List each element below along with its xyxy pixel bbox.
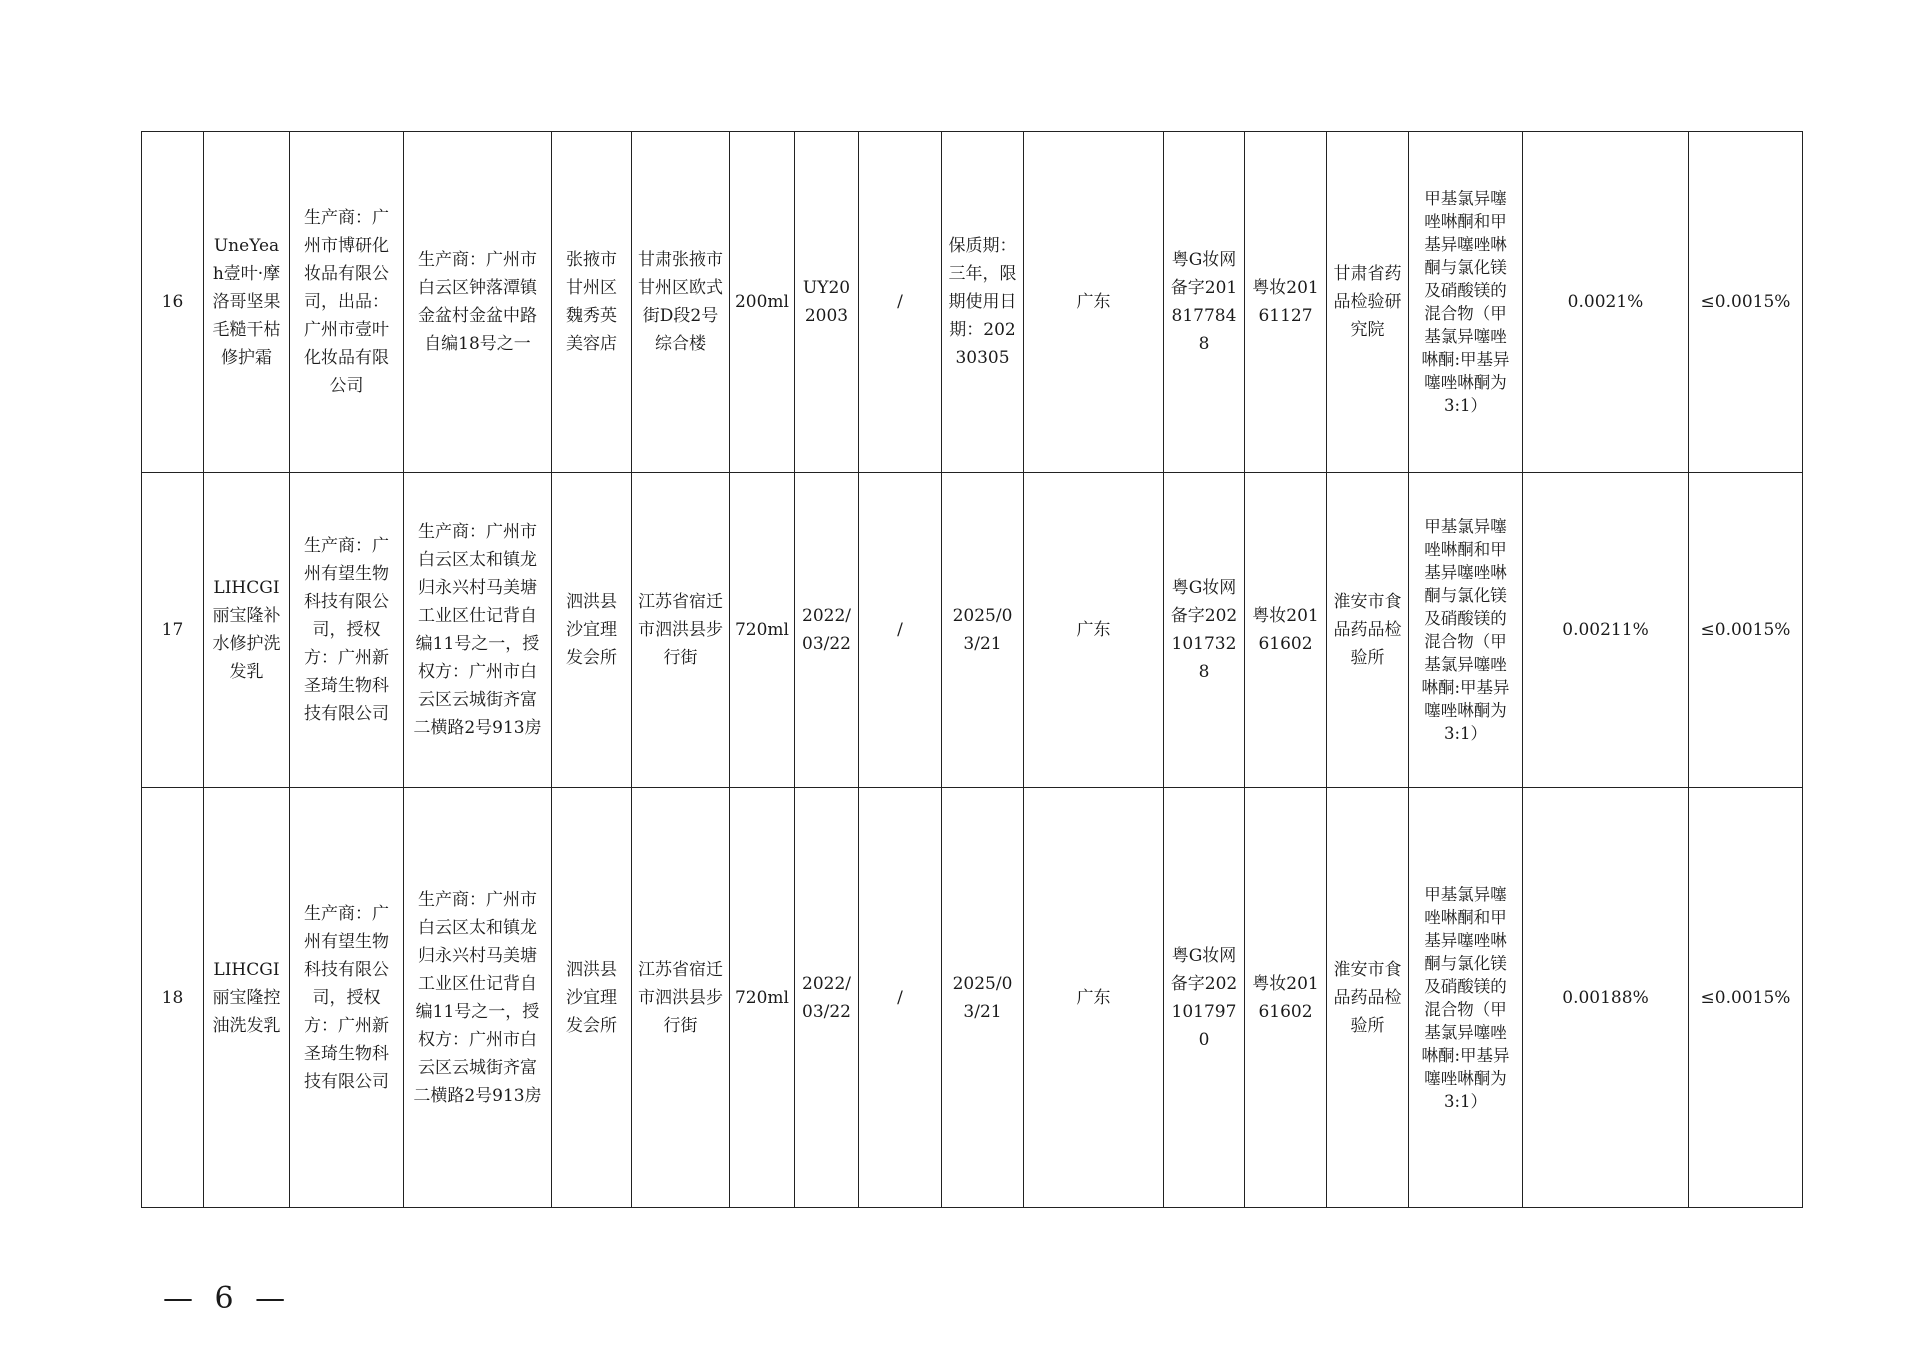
production-date-cell: / [859,132,942,473]
batch-cell: 2022/03/22 [795,473,859,788]
spec-cell: 720ml [730,788,795,1208]
region-cell: 广东 [1024,788,1164,1208]
product-name-cell: LIHCGI丽宝隆控油洗发乳 [204,788,290,1208]
seller-cell: 泗洪县沙宜理发会所 [552,473,632,788]
producer-address-cell: 生产商：广州市白云区太和镇龙归永兴村马美塘工业区仕记背自编11号之一，授权方：广州市白云区云城街齐富二横路2号913房 [404,473,552,788]
license-cell: 粤妆20161602 [1245,788,1327,1208]
results-table [141,131,1803,1208]
table-row [142,473,1803,788]
producer-cell: 生产商：广州有望生物科技有限公司，授权方：广州新圣琦生物科技有限公司 [290,473,404,788]
item-cell: 甲基氯异噻唑啉酮和甲基异噻唑啉酮与氯化镁及硝酸镁的混合物（甲基氯异噻唑啉酮:甲基异噻唑啉酮为3:1） [1409,473,1523,788]
table-row [142,132,1803,473]
producer-cell: 生产商：广州市博研化妆品有限公司，出品：广州市壹叶化妆品有限公司 [290,132,404,473]
seller-cell: 泗洪县沙宜理发会所 [552,788,632,1208]
batch-cell: 2022/03/22 [795,788,859,1208]
product-name-cell: UneYeah壹叶·摩洛哥坚果毛糙干枯修护霜 [204,132,290,473]
expiry-cell: 2025/03/21 [942,788,1024,1208]
inspector-cell: 淮安市食品药品检验所 [1327,788,1409,1208]
page-number: — 6 — [163,1281,292,1316]
product-name-cell: LIHCGI丽宝隆补水修护洗发乳 [204,473,290,788]
result-cell: 0.00188% [1523,788,1689,1208]
production-date-cell: / [859,473,942,788]
registration-cell: 粤G妆网备字2021017970 [1164,788,1245,1208]
seller-address-cell: 甘肃张掖市甘州区欧式街D段2号综合楼 [632,132,730,473]
expiry-cell: 保质期：三年，限期使用日期：20230305 [942,132,1024,473]
license-cell: 粤妆20161602 [1245,473,1327,788]
row-number-cell: 16 [142,132,204,473]
result-cell: 0.00211% [1523,473,1689,788]
spec-cell: 200ml [730,132,795,473]
batch-cell: UY202003 [795,132,859,473]
producer-address-cell: 生产商：广州市白云区太和镇龙归永兴村马美塘工业区仕记背自编11号之一，授权方：广州市白云区云城街齐富二横路2号913房 [404,788,552,1208]
registration-cell: 粤G妆网备字2018177848 [1164,132,1245,473]
item-cell: 甲基氯异噻唑啉酮和甲基异噻唑啉酮与氯化镁及硝酸镁的混合物（甲基氯异噻唑啉酮:甲基异噻唑啉酮为3:1） [1409,132,1523,473]
inspector-cell: 甘肃省药品检验研究院 [1327,132,1409,473]
inspector-cell: 淮安市食品药品检验所 [1327,473,1409,788]
standard-cell: ≤0.0015% [1689,788,1803,1208]
seller-address-cell: 江苏省宿迁市泗洪县步行街 [632,473,730,788]
production-date-cell: / [859,788,942,1208]
result-cell: 0.0021% [1523,132,1689,473]
region-cell: 广东 [1024,473,1164,788]
table-row [142,788,1803,1208]
standard-cell: ≤0.0015% [1689,473,1803,788]
expiry-cell: 2025/03/21 [942,473,1024,788]
seller-cell: 张掖市甘州区魏秀英美容店 [552,132,632,473]
registration-cell: 粤G妆网备字2021017328 [1164,473,1245,788]
producer-cell: 生产商：广州有望生物科技有限公司，授权方：广州新圣琦生物科技有限公司 [290,788,404,1208]
license-cell: 粤妆20161127 [1245,132,1327,473]
producer-address-cell: 生产商：广州市白云区钟落潭镇金盆村金盆中路自编18号之一 [404,132,552,473]
item-cell: 甲基氯异噻唑啉酮和甲基异噻唑啉酮与氯化镁及硝酸镁的混合物（甲基氯异噻唑啉酮:甲基异噻唑啉酮为3:1） [1409,788,1523,1208]
spec-cell: 720ml [730,473,795,788]
row-number-cell: 18 [142,788,204,1208]
standard-cell: ≤0.0015% [1689,132,1803,473]
region-cell: 广东 [1024,132,1164,473]
row-number-cell: 17 [142,473,204,788]
seller-address-cell: 江苏省宿迁市泗洪县步行街 [632,788,730,1208]
